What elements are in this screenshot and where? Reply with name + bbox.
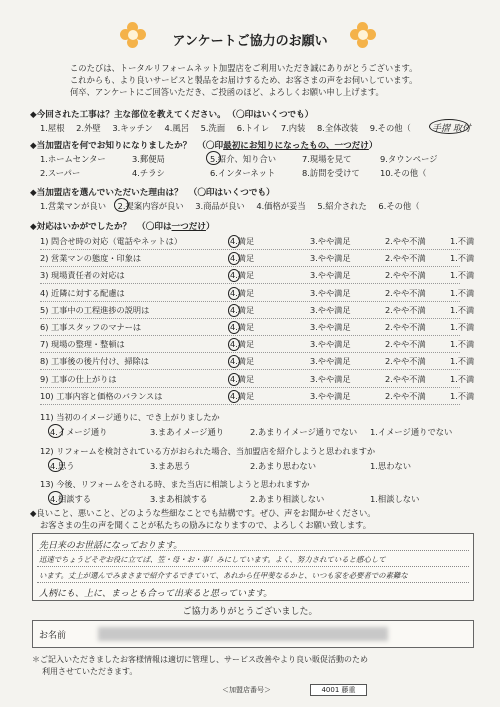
q12-option[interactable]: 1.思わない [370,461,412,471]
rating-option[interactable]: 4.満足 [230,322,255,332]
rating-question: 6) 工事スタッフのマナーは [40,322,142,332]
q3-option[interactable]: 5.紹介された [317,201,367,211]
q3-option[interactable]: 6.その他（ [378,201,420,211]
q1-option[interactable]: 5.洗面 [200,123,226,133]
circle-mark [206,151,221,165]
rating-option[interactable]: 3.やや満足 [310,253,351,264]
rating-row [40,339,475,352]
rating-option[interactable]: 2.やや不満 [385,304,426,315]
q2-option[interactable]: 10.その他（ [380,168,427,178]
comment-prompt-2: お客さまの生の声を聞くことが私たちの励みになりますので、よろしくお願い致します。 [40,520,372,530]
q1-option[interactable]: 7.内装 [280,123,306,133]
rating-option[interactable]: 3.やや満足 [310,390,351,401]
q1-other-handwriting: 手摺 取付 [432,124,471,134]
q1-option[interactable]: 2.外壁 [76,123,101,133]
redacted-name [98,627,388,641]
circle-mark [48,491,63,505]
rating-option[interactable]: 4.満足 [230,304,255,315]
comment-prompt-1: ◆良いこと、悪いこと、どのような些細なことでも結構です。ぜひ、声をお聞かせください。 [30,508,376,518]
q1-option[interactable]: 6.トイレ [236,123,270,133]
circle-mark [228,321,240,334]
q2-option[interactable]: 2.スーパー [40,168,81,178]
rating-row [40,304,475,318]
flower-icon [120,22,146,48]
rating-option[interactable]: 1.不満 [450,287,475,298]
q2-option[interactable]: 5.紹介、知り合い [210,154,276,164]
rating-option[interactable]: 3.やや満足 [310,373,351,384]
rating-option[interactable]: 1.不満 [450,270,475,281]
q4-heading: ◆対応はいかがでしたか？ （〇印は一つだけ） [30,222,215,232]
intro-text: このたびは、トータルリフォームネット加盟店をご利用いただき誠にありがとうございます。 これからも、より良いサービスと製品をお届けするため、お客さまの声をお伺いしています。 何卒、アンケートにご回答いただき、ご投函のほど、よろしくお願い申し上げます。 [70,63,418,97]
rating-row [40,390,475,404]
circle-mark [228,390,240,403]
rating-row [40,287,475,301]
comment-line-2: 迅速でちょうどそぞお役に立てば、笠・母・お・事！みにしています。よく、努力されていると感心して [39,555,386,564]
rating-row [40,322,475,335]
q3-option[interactable]: 1.営業マンが良い [40,201,106,211]
q2-option[interactable]: 1.ホームセンター [40,154,106,164]
q1-option[interactable]: 3.キッチン [112,123,153,133]
q2-option[interactable]: 4.チラシ [132,168,165,178]
q11-option[interactable]: 4.イメージ通り [50,427,108,437]
rating-row [40,236,475,249]
rating-question: 9) 工事の仕上がりは [40,373,117,384]
rating-question: 5) 工事中の工程進捗の説明は [40,304,150,315]
rating-option[interactable]: 1.不満 [450,236,475,246]
rating-option[interactable]: 4.満足 [230,356,255,367]
q1-option[interactable]: 1.屋根 [40,123,65,133]
flower-icon [350,22,376,48]
rating-option[interactable]: 2.やや不満 [385,270,426,281]
rating-option[interactable]: 1.不満 [450,253,475,264]
row-divider [40,283,460,284]
circle-mark [228,304,240,317]
rating-option[interactable]: 2.やや不満 [385,322,426,332]
store-number [222,684,482,696]
q3-option[interactable]: 3.商品が良い [195,201,245,211]
rating-option[interactable]: 2.やや不満 [385,373,426,384]
rating-option[interactable]: 2.やや不満 [385,287,426,298]
rating-question: 4) 近隣に対する配慮は [40,287,125,298]
rating-option[interactable]: 3.やや満足 [310,236,351,246]
circle-mark [48,424,63,438]
comment-box[interactable] [32,533,474,601]
q2-option[interactable]: 3.郵便局 [132,154,165,164]
rating-option[interactable]: 1.不満 [450,356,475,367]
rating-option[interactable]: 3.やや満足 [310,356,351,367]
row-divider [40,387,460,388]
q1-option[interactable]: 8.全体改装 [317,123,359,133]
rating-option[interactable]: 2.やや不満 [385,253,426,264]
rating-option[interactable]: 3.やや満足 [310,339,351,350]
rating-option[interactable]: 2.やや不満 [385,236,426,246]
store-number-value: 4001 藤重 [310,684,367,696]
rating-option[interactable]: 4.満足 [230,390,255,401]
q12-option[interactable]: 4.思う [50,461,75,471]
thanks-text: ご協力ありがとうございました。 [182,607,318,617]
rating-option[interactable]: 3.やや満足 [310,304,351,315]
rating-option[interactable]: 3.やや満足 [310,270,351,281]
rating-row [40,356,475,369]
q2-option[interactable]: 8.訪問を受けて [302,168,360,178]
q13-option[interactable]: 1.相談しない [370,494,420,504]
q13-question: 13) 今後、リフォームをされる時、また当店に相談しようと思われますか [40,479,310,489]
rating-option[interactable]: 2.やや不満 [385,339,426,350]
rating-option[interactable]: 4.満足 [230,253,255,264]
row-divider [40,404,460,405]
row-divider [40,369,460,370]
q11-option[interactable]: 2.あまりイメージ通りでない [250,427,358,437]
q1-options [40,122,413,134]
q2-option[interactable]: 9.タウンページ [380,154,438,164]
row-divider [40,301,460,302]
rating-option[interactable]: 2.やや不満 [385,390,426,401]
row-divider [40,352,460,353]
rating-question: 10) 工事内容と価格のバランスは [40,390,163,401]
rating-option[interactable]: 4.満足 [230,270,255,281]
rating-question: 3) 現場責任者の対応は [40,270,125,281]
rating-question: 2) 営業マンの態度・印象は [40,253,142,264]
q12-option[interactable]: 3.まあ思う [150,461,192,471]
rating-question: 7) 現場の整理・整頓は [40,339,125,350]
q12-option[interactable]: 2.あまり思わない [250,461,316,471]
circle-mark [228,373,240,386]
circle-mark [48,458,63,472]
row-divider [40,318,460,319]
circle-mark [429,119,469,134]
q2-heading: ◆当加盟店を何でお知りになりましたか？ （〇印最初にお知りになったもの、一つだけ） [30,141,378,151]
q3-heading: ◆当加盟店を選んでいただいた理由は？ （〇印はいくつでも） [30,188,275,198]
q2-option[interactable]: 6.インターネット [210,168,276,178]
rating-option[interactable]: 4.満足 [230,236,255,246]
q1-option[interactable]: 4.風呂 [164,123,189,133]
q11-option[interactable]: 1.イメージ通りでない [370,427,453,437]
rating-option[interactable]: 4.満足 [230,339,255,350]
rating-option[interactable]: 2.やや不満 [385,356,426,367]
privacy-note: ＊ご記入いただきましたお客様情報は適切に管理し、サービス改善やより良い販促活動のため 利用させていただきます。 [32,655,368,676]
rating-question: 8) 工事後の後片付け、掃除は [40,356,149,367]
rating-option[interactable]: 1.不満 [450,373,475,384]
rating-option[interactable]: 1.不満 [450,390,475,401]
row-divider [40,249,460,250]
q3-options [40,200,429,212]
q12-question: 12) リフォームを検討されている方がおられた場合、当加盟店を紹介しようと思われますか [40,446,376,456]
rating-option[interactable]: 3.やや満足 [310,287,351,298]
rating-option[interactable]: 1.不満 [450,322,475,332]
comment-line-1: 先日来のお世話になっております。 [39,541,183,551]
q13-option[interactable]: 3.まあ相談する [150,494,208,504]
name-field[interactable] [32,620,474,648]
q11-question: 11) 当初のイメージ通りに、でき上がりましたか [40,412,220,422]
rating-option[interactable]: 1.不満 [450,339,475,350]
rating-row [40,270,475,283]
comment-line-4: 人柄にも、上に、まっとも合って出来ると思っています。 [39,589,273,599]
rating-option[interactable]: 4.満足 [230,287,255,298]
q2-option[interactable]: 7.現場を見て [302,154,352,164]
q11-option[interactable]: 3.まあイメージ通り [150,427,225,437]
page-title: アンケートご協力のお願い [172,34,328,49]
rating-row [40,373,475,387]
q1-option[interactable]: 9.その他（ [369,123,411,133]
q3-option[interactable]: 4.価格が妥当 [256,201,306,211]
q3-option[interactable]: 2.提案内容が良い [117,201,184,211]
store-number-label: ＜加盟店番号＞ [222,686,271,694]
rating-option[interactable]: 1.不満 [450,304,475,315]
name-label: お名前 [39,631,67,641]
rating-option[interactable]: 3.やや満足 [310,322,351,332]
rating-option[interactable]: 4.満足 [230,373,255,384]
row-divider [40,335,460,336]
rating-question: 1) 問合せ時の対応（電話やネットは） [40,236,183,246]
circle-mark [228,287,240,300]
row-divider [40,266,460,267]
rating-row [40,253,475,266]
comment-line-3: います。丈上が選んでみまさまで紹介するできていて、あれから任甲斐なるかと、いつも家を必要者での素難な [39,571,408,580]
q1-heading: ◆今回された工事は？主な部位を教えてください。 （〇印はいくつでも） [30,110,314,120]
circle-mark [114,198,129,212]
circle-mark [228,235,240,248]
q13-option[interactable]: 2.あまり相談しない [250,494,325,504]
title-area [0,18,500,58]
q13-option[interactable]: 4.相談する [50,494,92,504]
